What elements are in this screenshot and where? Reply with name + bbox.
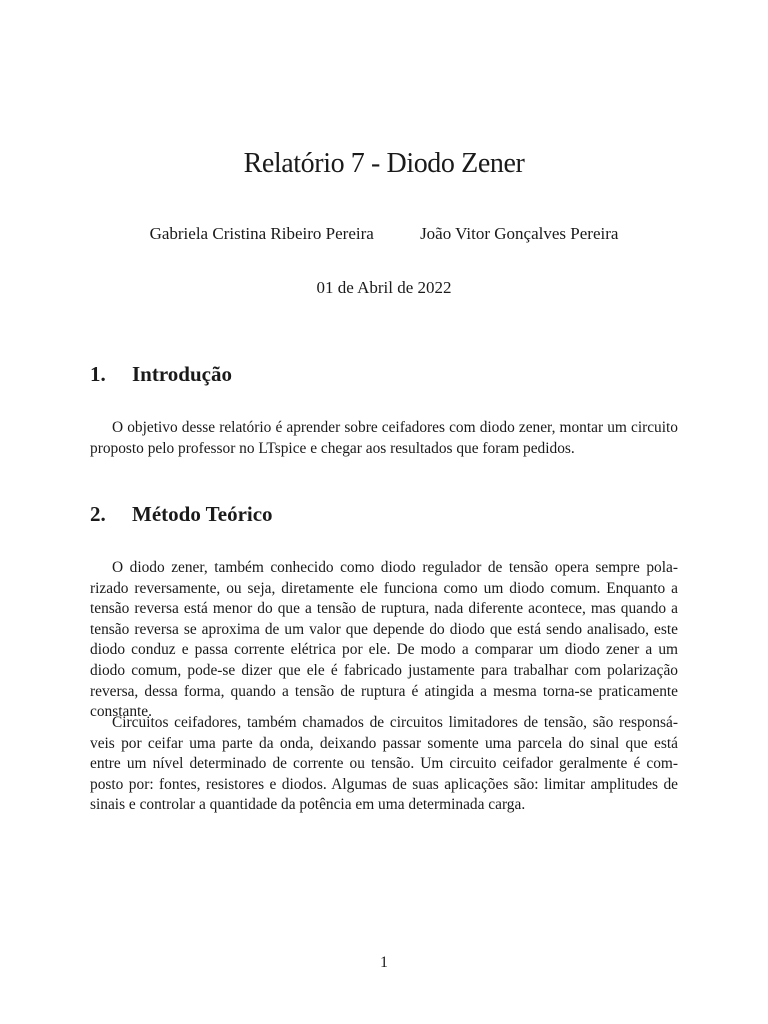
paragraph-line: reversa, dessa forma, quando a tensão de ruptura é atingida a mesma torna-se praticamente — [90, 682, 678, 700]
section-title: Método Teórico — [132, 502, 273, 526]
paragraph-line: Circuitos ceifadores, também chamados de circuitos limitadores de tensão, são responsá- — [112, 714, 678, 731]
author-list — [0, 224, 768, 244]
paragraph-line: constante. — [90, 703, 152, 721]
paragraph-line: O objetivo desse relatório é aprender sobre ceifadores com diodo zener, montar um circuito — [112, 419, 678, 436]
document-title: Relatório 7 - Diodo Zener — [243, 148, 525, 179]
paragraph-line: rizado reversamente, ou seja, diretamente ele funciona como um diodo comum. Enquanto a — [90, 579, 678, 597]
paragraph-line: sinais e controlar a quantidade da potência em uma determinada carga. — [90, 796, 526, 814]
paragraph-line: tensão reversa se aproxima de um valor que depende do diodo que está sendo analisado, este — [90, 620, 678, 638]
paragraph-line: diodo comum, pode-se dizer que ele é fabricado justamente para trabalhar com polarização — [90, 661, 678, 679]
paragraph — [90, 713, 678, 816]
paragraph-line: entre um nível determinado de corrente ou tensão. Um circuito ceifador geralmente é com- — [90, 755, 678, 773]
section-number: 1. — [90, 362, 106, 386]
section-number: 2. — [90, 502, 106, 526]
paragraph-line: proposto pelo professor no LTspice e chegar aos resultados que foram pedidos. — [90, 439, 575, 457]
author-name: João Vitor Gonçalves Pereira — [420, 224, 619, 243]
paragraph-line: diodo conduz e passa corrente elétrica por ele. De modo a comparar um diodo zener a um — [90, 641, 678, 659]
section-heading-metodo-teorico — [90, 502, 273, 527]
author-name: Gabriela Cristina Ribeiro Pereira — [149, 224, 374, 243]
paragraph — [90, 418, 678, 459]
page-number: 1 — [380, 954, 388, 971]
paragraph-line: O diodo zener, também conhecido como diodo regulador de tensão opera sempre pola- — [112, 559, 678, 576]
section-title: Introdução — [132, 362, 232, 386]
paragraph-line: tensão reversa está menor do que a tensão de ruptura, nada diferente acontece, mas quando a — [90, 600, 678, 618]
paragraph — [90, 558, 678, 723]
section-heading-introducao — [90, 362, 232, 387]
paragraph-line: posto por: fontes, resistores e diodos. Algumas de suas aplicações são: limitar amplitudes de — [90, 775, 678, 793]
document-date: 01 de Abril de 2022 — [316, 278, 452, 297]
paragraph-line: veis por ceifar uma parte da onda, deixando passar somente uma parcela do sinal que está — [90, 734, 678, 752]
